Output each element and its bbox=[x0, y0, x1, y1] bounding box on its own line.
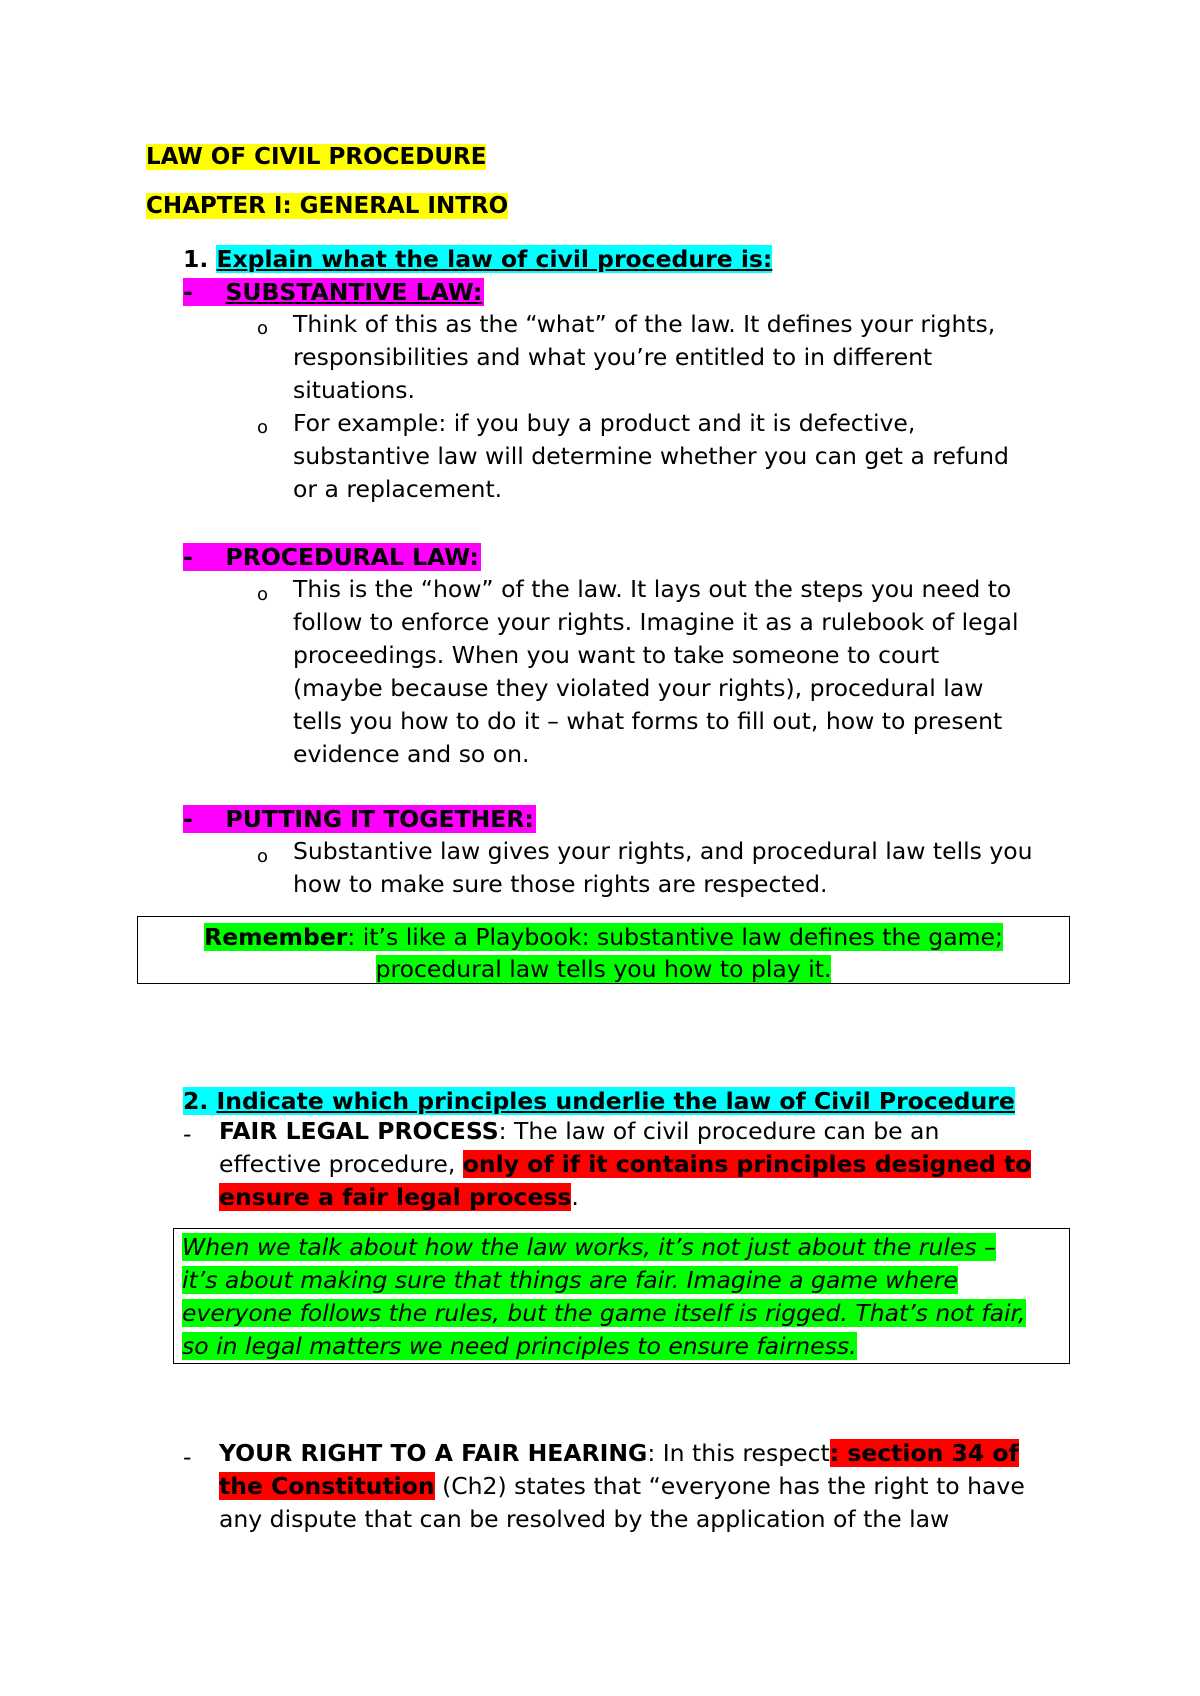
text-line: substantive law will determine whether you can get a refund bbox=[293, 442, 1009, 470]
dash-marker: - bbox=[183, 1443, 192, 1471]
question-2-number: 2. bbox=[183, 1087, 209, 1115]
text-line: follow to enforce your rights. Imagine it as a rulebook of legal bbox=[293, 608, 1019, 636]
dash-marker: - bbox=[183, 805, 193, 833]
fairness-line-2: it’s about making sure that things are fair. Imagine a game where bbox=[182, 1266, 958, 1294]
question-2-text: Indicate which principles underlie the law of Civil Procedure bbox=[216, 1087, 1015, 1115]
fairness-line-3: everyone follows the rules, but the game itself is rigged. That’s not fair, bbox=[182, 1299, 1026, 1327]
fair-hearing-label: YOUR RIGHT TO A FAIR HEARING bbox=[219, 1439, 648, 1467]
fair-process-text-2: effective procedure, bbox=[219, 1150, 463, 1178]
substantive-bullet-2 bbox=[293, 407, 1093, 506]
text-line: evidence and so on. bbox=[293, 740, 530, 768]
fair-hearing-text-2: (Ch2) states that “everyone has the right to have bbox=[434, 1472, 1025, 1500]
text-line: proceedings. When you want to take someone to court bbox=[293, 641, 940, 669]
text-line: responsibilities and what you’re entitled to in different bbox=[293, 343, 933, 371]
text-line: situations. bbox=[293, 376, 416, 404]
fair-hearing bbox=[219, 1437, 1079, 1536]
text-line: tells you how to do it – what forms to fill out, how to present bbox=[293, 707, 1003, 735]
fair-hearing-red-1: : section 34 of bbox=[829, 1439, 1019, 1467]
text-line: how to make sure those rights are respected. bbox=[293, 870, 828, 898]
substantive-bullet-1 bbox=[293, 308, 1093, 407]
text-line: This is the “how” of the law. It lays out the steps you need to bbox=[293, 575, 1012, 603]
remember-line-1: : it’s like a Playbook: substantive law defines the game; bbox=[347, 923, 1003, 951]
dash-marker: - bbox=[183, 278, 193, 306]
remember-line-2: procedural law tells you how to play it. bbox=[375, 955, 832, 983]
section-procedural-law bbox=[183, 543, 481, 571]
remember-box bbox=[137, 916, 1070, 984]
bullet-icon: o bbox=[257, 584, 269, 605]
chapter-heading-text: CHAPTER I: GENERAL INTRO bbox=[146, 193, 509, 219]
text-line: Substantive law gives your rights, and procedural law tells you bbox=[293, 837, 1033, 865]
chapter-heading bbox=[146, 193, 508, 219]
section-label: PUTTING IT TOGETHER: bbox=[225, 805, 534, 833]
question-1-text: Explain what the law of civil procedure is: bbox=[216, 245, 773, 273]
section-putting-together bbox=[183, 805, 536, 833]
question-1-number: 1. bbox=[183, 245, 209, 273]
dash-marker: - bbox=[183, 543, 193, 571]
procedural-bullet-1 bbox=[293, 573, 1093, 771]
fair-hearing-text-1: : In this respect bbox=[647, 1439, 830, 1467]
fair-process-end: . bbox=[571, 1183, 579, 1211]
fairness-line-1: When we talk about how the law works, it’s not just about the rules – bbox=[182, 1233, 996, 1261]
fairness-box bbox=[173, 1228, 1070, 1364]
text-line: or a replacement. bbox=[293, 475, 503, 503]
fair-hearing-text-3: any dispute that can be resolved by the application of the law bbox=[219, 1505, 950, 1533]
fair-legal-process bbox=[219, 1115, 1079, 1214]
bullet-icon: o bbox=[257, 318, 269, 339]
text-line: (maybe because they violated your rights), procedural law bbox=[293, 674, 984, 702]
fair-process-text-1: : The law of civil procedure can be an bbox=[498, 1117, 940, 1145]
remember-label: Remember bbox=[204, 923, 348, 951]
text-line: Think of this as the “what” of the law. It defines your rights, bbox=[293, 310, 996, 338]
text-line: For example: if you buy a product and it is defective, bbox=[293, 409, 916, 437]
fair-process-red-2: ensure a fair legal process bbox=[219, 1183, 572, 1211]
document-title-text: LAW OF CIVIL PROCEDURE bbox=[146, 144, 487, 170]
bullet-icon: o bbox=[257, 846, 269, 867]
fair-hearing-red-2: the Constitution bbox=[219, 1472, 435, 1500]
together-bullet-1 bbox=[293, 835, 1093, 901]
fair-process-label: FAIR LEGAL PROCESS bbox=[219, 1117, 499, 1145]
dash-marker: - bbox=[183, 1120, 192, 1148]
fair-process-red-1: only of if it contains principles designed to bbox=[462, 1150, 1032, 1178]
question-2-heading bbox=[183, 1087, 1015, 1115]
section-substantive-law bbox=[183, 278, 484, 306]
fairness-line-4: so in legal matters we need principles to ensure fairness. bbox=[182, 1332, 857, 1360]
question-1-heading bbox=[183, 245, 772, 273]
section-label: PROCEDURAL LAW: bbox=[225, 543, 479, 571]
section-label: SUBSTANTIVE LAW: bbox=[225, 278, 483, 306]
bullet-icon: o bbox=[257, 417, 269, 438]
document-title bbox=[146, 144, 486, 170]
